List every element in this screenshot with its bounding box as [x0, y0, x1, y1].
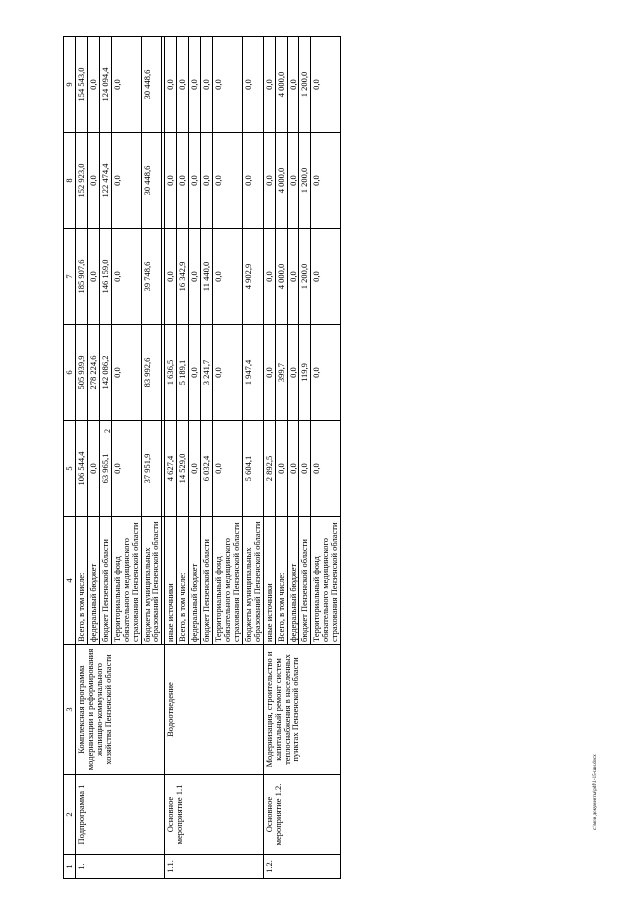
value-cell: 4 000,0 — [275, 133, 287, 229]
value-cell: 505 939,9 — [76, 325, 88, 421]
value-cell: 16 342,9 — [177, 229, 189, 325]
funding-source-cell: бюджет Пензенской области — [201, 517, 213, 645]
value-cell: 0,0 — [111, 133, 141, 229]
funding-source-cell: бюджеты муниципальных образований Пензенской области — [141, 517, 162, 645]
value-cell: 0,0 — [189, 229, 201, 325]
value-cell: 0,0 — [201, 37, 213, 133]
funding-source-cell: иные источники — [263, 517, 275, 645]
value-cell: 0,0 — [189, 133, 201, 229]
value-cell: 0,0 — [177, 37, 189, 133]
value-cell: 0,0 — [287, 133, 299, 229]
value-cell: 146 159,0 — [99, 229, 111, 325]
value-cell: 0,0 — [165, 37, 177, 133]
value-cell: 0,0 — [311, 37, 341, 133]
header-cell: 5 — [64, 421, 76, 517]
value-cell: 0,0 — [287, 421, 299, 517]
header-cell: 8 — [64, 133, 76, 229]
value-cell: 122 474,4 — [99, 133, 111, 229]
value-cell: 0,0 — [275, 421, 287, 517]
value-cell: 1 200,0 — [299, 229, 311, 325]
value-cell: 1 636,5 — [165, 325, 177, 421]
row-number-cell: 1. — [76, 855, 165, 879]
value-cell: 83 992,6 — [141, 325, 162, 421]
value-cell: 152 923,0 — [76, 133, 88, 229]
value-cell: 1 200,0 — [299, 37, 311, 133]
value-cell: 0,0 — [87, 421, 99, 517]
funding-source-cell: бюджеты муниципальных образований Пензенской области — [242, 517, 263, 645]
value-cell: 0,0 — [111, 325, 141, 421]
value-cell: 0,0 — [87, 133, 99, 229]
funding-source-cell: федеральный бюджет — [287, 517, 299, 645]
value-cell: 0,0 — [201, 133, 213, 229]
value-cell: 0,0 — [87, 229, 99, 325]
value-cell: 5 189,1 — [177, 325, 189, 421]
value-cell: 0,0 — [311, 229, 341, 325]
value-cell: 37 951,9 — [141, 421, 162, 517]
value-cell: 0,0 — [189, 421, 201, 517]
funding-source-cell: Всего, в том числе: — [275, 517, 287, 645]
value-cell: 0,0 — [213, 325, 243, 421]
value-cell: 30 448,6 — [141, 133, 162, 229]
program-name-cell: Подпрограмма 1 — [76, 775, 165, 855]
header-cell: 6 — [64, 325, 76, 421]
value-cell: 0,0 — [165, 133, 177, 229]
value-cell: 0,0 — [263, 325, 275, 421]
table-row — [76, 37, 88, 879]
funding-source-cell: Всего, в том числе: — [177, 517, 189, 645]
value-cell: 142 086,2 — [99, 325, 111, 421]
value-cell: 278 224,6 — [87, 325, 99, 421]
value-cell: 5 604,1 — [242, 421, 263, 517]
value-cell: 0,0 — [242, 133, 263, 229]
page-number: 2 — [103, 429, 112, 433]
value-cell: 14 529,0 — [177, 421, 189, 517]
table-row — [263, 37, 275, 879]
header-row — [64, 37, 76, 879]
funding-source-cell: Территориальный фонд обязательного медицинского страхования Пензенской области — [213, 517, 243, 645]
value-cell: 0,0 — [177, 133, 189, 229]
value-cell: 3 241,7 — [201, 325, 213, 421]
header-cell: 1 — [64, 855, 76, 879]
value-cell: 106 544,4 — [76, 421, 88, 517]
table-body — [64, 37, 341, 879]
value-cell: 4 627,4 — [165, 421, 177, 517]
value-cell: 0,0 — [87, 37, 99, 133]
value-cell: 0,0 — [213, 133, 243, 229]
value-cell: 0,0 — [263, 37, 275, 133]
value-cell: 0,0 — [189, 325, 201, 421]
program-name-cell: Основное мероприятие 1.2. — [263, 775, 340, 855]
value-cell: 0,0 — [299, 421, 311, 517]
value-cell: 399,7 — [275, 325, 287, 421]
value-cell: 0,0 — [263, 229, 275, 325]
value-cell: 0,0 — [263, 133, 275, 229]
value-cell: 30 448,6 — [141, 37, 162, 133]
value-cell: 124 094,4 — [99, 37, 111, 133]
funding-source-cell: Территориальный фонд обязательного медицинского страхования Пензенской области — [111, 517, 141, 645]
value-cell: 185 907,6 — [76, 229, 88, 325]
program-name-cell: Основное мероприятие 1.1 — [165, 775, 263, 855]
header-cell: 3 — [64, 645, 76, 775]
value-cell: 119,9 — [299, 325, 311, 421]
value-cell: 39 748,6 — [141, 229, 162, 325]
funding-source-cell: федеральный бюджет — [189, 517, 201, 645]
value-cell: 4 902,9 — [242, 229, 263, 325]
value-cell: 0,0 — [213, 229, 243, 325]
funding-source-cell: Территориальный фонд обязательного медицинского страхования Пензенской области — [311, 517, 341, 645]
value-cell: 0,0 — [287, 229, 299, 325]
header-cell: 7 — [64, 229, 76, 325]
file-path-footer: c:\мои документы\pdf\1-15-ши.docx — [593, 754, 598, 830]
funding-source-cell: Всего, в том числе: — [76, 517, 88, 645]
value-cell: 1 200,0 — [299, 133, 311, 229]
value-cell: 0,0 — [111, 421, 141, 517]
row-number-cell: 1.1. — [165, 855, 263, 879]
value-cell: 0,0 — [242, 37, 263, 133]
value-cell: 0,0 — [311, 325, 341, 421]
value-cell: 0,0 — [287, 325, 299, 421]
value-cell: 0,0 — [213, 37, 243, 133]
value-cell: 0,0 — [213, 421, 243, 517]
budget-table-container — [63, 37, 580, 879]
value-cell: 4 000,0 — [275, 37, 287, 133]
table-row — [165, 37, 177, 879]
header-cell: 9 — [64, 37, 76, 133]
budget-table — [63, 36, 341, 879]
value-cell: 154 543,0 — [76, 37, 88, 133]
value-cell: 0,0 — [287, 37, 299, 133]
row-number-cell: 1.2. — [263, 855, 340, 879]
value-cell: 2 892,5 — [263, 421, 275, 517]
funding-source-cell: федеральный бюджет — [87, 517, 99, 645]
funding-source-cell: иные источники — [165, 517, 177, 645]
value-cell: 0,0 — [111, 229, 141, 325]
value-cell: 1 947,4 — [242, 325, 263, 421]
value-cell: 0,0 — [189, 37, 201, 133]
header-cell: 2 — [64, 775, 76, 855]
value-cell: 0,0 — [311, 421, 341, 517]
header-cell: 4 — [64, 517, 76, 645]
funding-source-cell: бюджет Пензенской области — [99, 517, 111, 645]
funding-source-cell: бюджет Пензенской области — [299, 517, 311, 645]
program-description-cell: Водоотведение — [165, 645, 263, 775]
value-cell: 63 965,1 — [99, 421, 111, 517]
value-cell: 0,0 — [165, 229, 177, 325]
value-cell: 0,0 — [111, 37, 141, 133]
program-description-cell: Модернизация, строительство и капитальный ремонт систем теплоснабжения в населенных пунктах Пензенской области — [263, 645, 340, 775]
program-description-cell: Комплексная программа модернизации и реформирования жилищно-коммунального хозяйства Пензенской области — [76, 645, 165, 775]
value-cell: 0,0 — [311, 133, 341, 229]
value-cell: 11 440,0 — [201, 229, 213, 325]
value-cell: 6 032,4 — [201, 421, 213, 517]
value-cell: 4 000,0 — [275, 229, 287, 325]
